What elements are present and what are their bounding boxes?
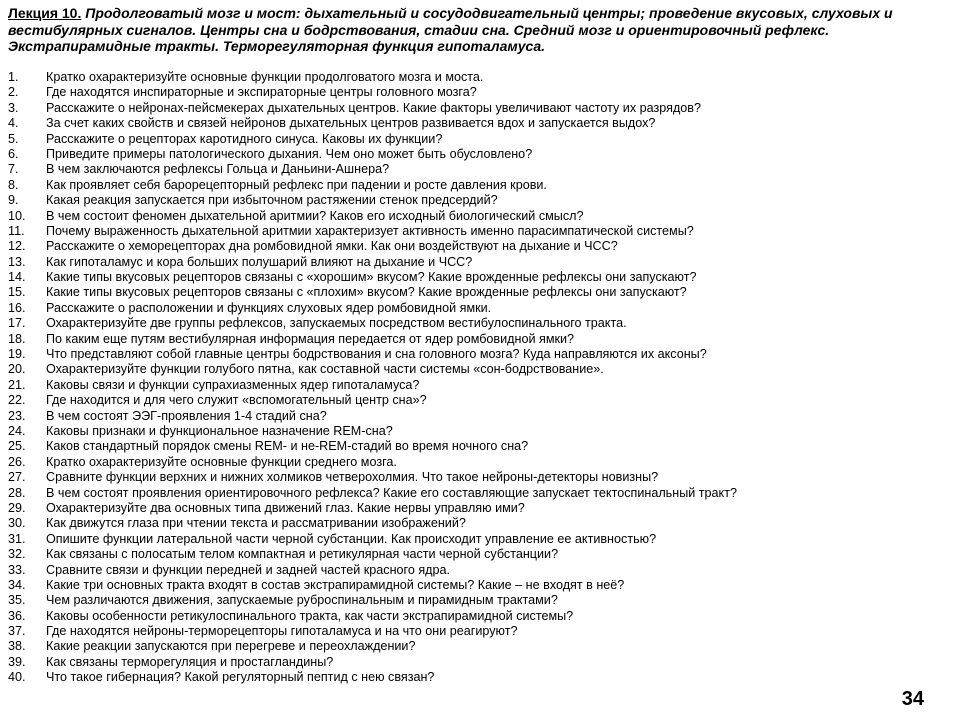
question-number: 35. <box>8 593 26 608</box>
question-item <box>8 547 948 562</box>
question-item <box>8 455 948 470</box>
question-text: Каковы связи и функции супрахиазменных ядер гипоталамуса? <box>46 377 420 392</box>
question-item <box>8 270 948 285</box>
question-number: 10. <box>8 208 26 223</box>
question-number: 38. <box>8 639 26 654</box>
question-text: Охарактеризуйте два основных типа движений глаз. Какие нервы управляю ими? <box>46 500 525 515</box>
question-number: 17. <box>8 316 26 331</box>
question-number: 37. <box>8 624 26 639</box>
question-text: Что такое гибернация? Какой регуляторный пептид с нею связан? <box>46 670 435 685</box>
question-item <box>8 316 948 331</box>
question-item <box>8 85 948 100</box>
question-number: 24. <box>8 423 26 438</box>
question-text: Каковы признаки и функциональное назначение REM-сна? <box>46 423 393 438</box>
question-text: Где находится и для чего служит «вспомогательный центр сна»? <box>46 393 427 408</box>
question-number: 15. <box>8 285 26 300</box>
question-number: 32. <box>8 547 26 562</box>
question-item <box>8 162 948 177</box>
lecture-label: Лекция 10. <box>8 5 82 21</box>
question-item <box>8 593 948 608</box>
question-text: Сравните функции верхних и нижних холмиков четверохолмия. Что такое нейроны-детекторы новизны? <box>46 470 659 485</box>
question-number: 22. <box>8 393 26 408</box>
question-number: 33. <box>8 562 26 577</box>
question-number: 1. <box>8 70 19 84</box>
question-number: 21. <box>8 377 26 392</box>
question-item <box>8 332 948 347</box>
question-text: Опишите функции латеральной части черной субстанции. Как происходит управление ее активностью? <box>46 531 657 546</box>
question-text: Приведите примеры патологического дыхания. Чем оно может быть обусловлено? <box>46 146 533 161</box>
question-number: 40. <box>8 670 26 685</box>
question-text: Какие типы вкусовых рецепторов связаны с «плохим» вкусом? Какие врожденные рефлексы они запускают? <box>46 285 687 300</box>
question-item <box>8 132 948 147</box>
question-item <box>8 193 948 208</box>
question-number: 4. <box>8 116 19 131</box>
question-text: Каков стандартный порядок смены REM- и не-REM-стадий во время ночного сна? <box>46 439 529 454</box>
question-text: Расскажите о хеморецепторах дна ромбовидной ямки. Как они воздействуют на дыхание и ЧСС? <box>46 239 618 254</box>
question-text: Как связаны с полосатым телом компактная и ретикулярная части черной субстанции? <box>46 547 559 562</box>
question-number: 2. <box>8 85 19 100</box>
question-item <box>8 563 948 578</box>
question-text: Где находятся инспираторные и экспираторные центры головного мозга? <box>46 85 477 100</box>
question-number: 27. <box>8 470 26 485</box>
question-item <box>8 486 948 501</box>
question-item <box>8 301 948 316</box>
question-number: 6. <box>8 146 19 161</box>
question-text: Сравните связи и функции передней и задней частей красного ядра. <box>46 562 451 577</box>
question-text: В чем состоят проявления ориентировочного рефлекса? Какие его составляющие запускает тектоспинальный тракт? <box>46 485 737 500</box>
question-text: Как гипоталамус и кора больших полушарий влияют на дыхание и ЧСС? <box>46 254 473 269</box>
question-item <box>8 147 948 162</box>
question-text: Как связаны терморегуляция и простагландины? <box>46 654 334 669</box>
question-text: По каким еще путям вестибулярная информация передается от ядер ромбовидной ямки? <box>46 331 575 346</box>
question-item <box>8 378 948 393</box>
question-text: Кратко охарактеризуйте основные функции продолговатого мозга и моста. <box>46 70 484 84</box>
question-item <box>8 178 948 193</box>
question-item <box>8 116 948 131</box>
question-item <box>8 609 948 624</box>
question-text: Какие три основных тракта входят в состав экстрапирамидной системы? Какие – не входят в неё? <box>46 577 625 592</box>
page-number: 34 <box>901 688 924 710</box>
question-text: Как проявляет себя барорецепторный рефлекс при падении и росте давления крови. <box>46 177 547 192</box>
question-number: 39. <box>8 654 26 669</box>
question-number: 26. <box>8 454 26 469</box>
question-item <box>8 285 948 300</box>
question-number: 34. <box>8 577 26 592</box>
question-text: Расскажите о рецепторах каротидного синуса. Каковы их функции? <box>46 131 443 146</box>
question-text: В чем состоят ЭЭГ-проявления 1-4 стадий сна? <box>46 408 327 423</box>
question-number: 25. <box>8 439 26 454</box>
question-item <box>8 209 948 224</box>
question-text: Расскажите о нейронах-пейсмекерах дыхательных центров. Какие факторы увеличивают частоту их разрядов? <box>46 100 702 115</box>
question-number: 5. <box>8 131 19 146</box>
question-number: 8. <box>8 177 19 192</box>
question-item <box>8 439 948 454</box>
question-item <box>8 639 948 654</box>
question-number: 12. <box>8 239 26 254</box>
question-text: Охарактеризуйте две группы рефлексов, запускаемых посредством вестибулоспинального тракта. <box>46 316 627 331</box>
question-number: 11. <box>8 223 25 238</box>
question-text: Какие реакции запускаются при перегреве и переохлаждении? <box>46 639 416 654</box>
question-text: Какая реакция запускается при избыточном растяжении стенок предсердий? <box>46 193 498 208</box>
question-item <box>8 239 948 254</box>
question-item <box>8 532 948 547</box>
question-text: Каковы особенности ретикулоспинального тракта, как части экстрапирамидной системы? <box>46 608 574 623</box>
question-item <box>8 255 948 270</box>
question-item <box>8 424 948 439</box>
question-item <box>8 624 948 639</box>
question-text: Какие типы вкусовых рецепторов связаны с «хорошим» вкусом? Какие врожденные рефлексы они запускают? <box>46 270 697 285</box>
question-text: За счет каких свойств и связей нейронов дыхательных центров развивается вдох и запускается выдох? <box>46 116 656 131</box>
question-item <box>8 70 948 85</box>
question-number: 23. <box>8 408 26 423</box>
question-item <box>8 516 948 531</box>
question-number: 14. <box>8 270 26 285</box>
question-list <box>8 70 948 686</box>
question-text: Где находятся нейроны-терморецепторы гипоталамуса и на что они реагируют? <box>46 624 518 639</box>
question-text: Что представляют собой главные центры бодрствования и сна головного мозга? Куда направляются их аксоны? <box>46 347 707 362</box>
question-item <box>8 224 948 239</box>
question-text: Почему выраженность дыхательной аритмии характеризует активность именно парасимпатической системы? <box>46 223 694 238</box>
question-number: 9. <box>8 193 19 208</box>
question-number: 29. <box>8 500 26 515</box>
question-item <box>8 655 948 670</box>
question-item <box>8 578 948 593</box>
question-text: Как движутся глаза при чтении текста и рассматривании изображений? <box>46 516 466 531</box>
question-item <box>8 409 948 424</box>
question-number: 36. <box>8 608 26 623</box>
question-item <box>8 362 948 377</box>
question-item <box>8 501 948 516</box>
question-text: В чем состоит феномен дыхательной аритмии? Каков его исходный биологический смысл? <box>46 208 584 223</box>
question-number: 28. <box>8 485 26 500</box>
question-number: 3. <box>8 100 19 115</box>
question-number: 19. <box>8 347 26 362</box>
question-number: 18. <box>8 331 26 346</box>
question-text: Охарактеризуйте функции голубого пятна, как составной части системы «сон-бодрствование». <box>46 362 604 377</box>
question-item <box>8 393 948 408</box>
lecture-title: Продолговатый мозг и мост: дыхательный и сосудодвигательный центры; проведение вкусовых, слуховых и вестибулярных сигналов. Центры сна и бодрствования, стадии сна. Средний мозг и ориентировочный рефлекс. Экстрапирамидные тракты. Терморегуляторная функция гипоталамуса. <box>8 5 893 54</box>
question-item <box>8 470 948 485</box>
question-item <box>8 670 948 685</box>
question-number: 16. <box>8 300 26 315</box>
question-text: В чем заключаются рефлексы Гольца и Даньини-Ашнера? <box>46 162 390 177</box>
question-number: 13. <box>8 254 26 269</box>
question-text: Кратко охарактеризуйте основные функции среднего мозга. <box>46 454 397 469</box>
question-text: Чем различаются движения, запускаемые руброспинальным и пирамидным трактами? <box>46 593 558 608</box>
question-number: 20. <box>8 362 26 377</box>
lecture-heading <box>8 5 948 55</box>
question-number: 7. <box>8 162 19 177</box>
question-number: 30. <box>8 516 26 531</box>
question-item <box>8 347 948 362</box>
question-number: 31. <box>8 531 26 546</box>
question-item <box>8 101 948 116</box>
question-text: Расскажите о расположении и функциях слуховых ядер ромбовидной ямки. <box>46 300 492 315</box>
